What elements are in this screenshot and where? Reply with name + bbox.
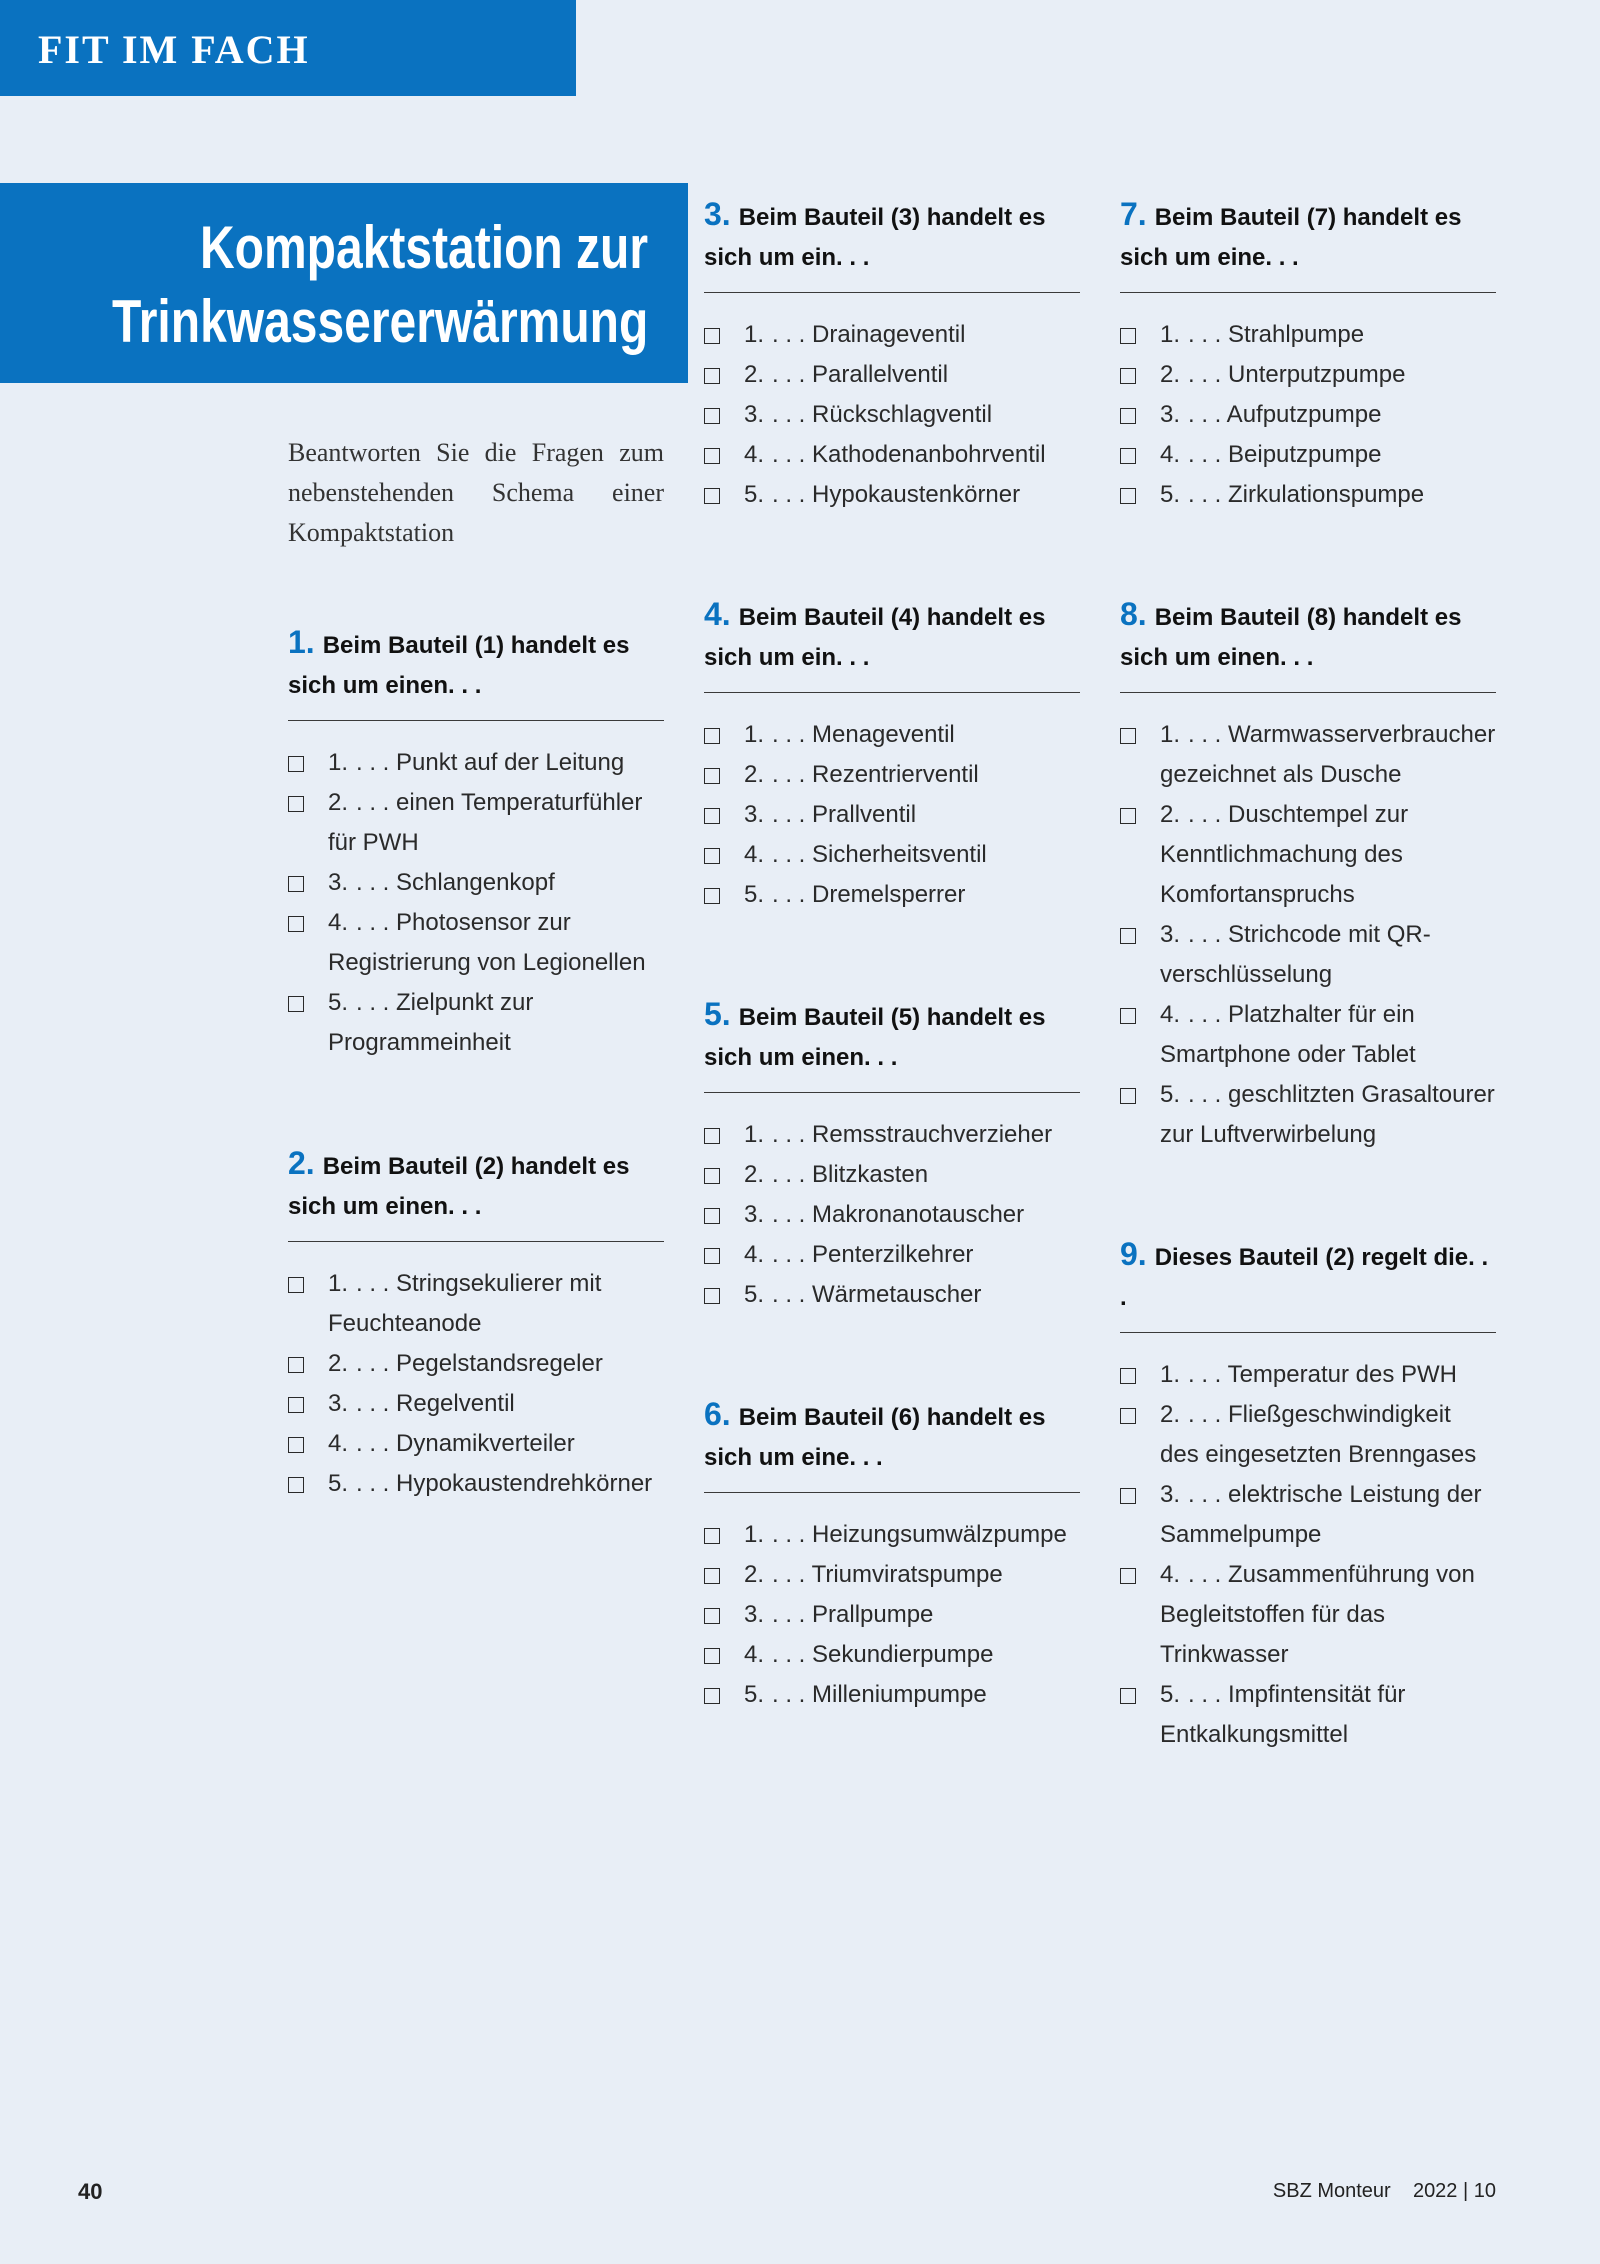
question-heading <box>704 1394 1080 1493</box>
question-number: 9. <box>1120 1236 1147 1272</box>
option-number: 2. <box>744 761 765 788</box>
checkbox-icon[interactable] <box>704 368 720 384</box>
answer-option[interactable] <box>1120 435 1496 475</box>
question-heading <box>704 994 1080 1093</box>
checkbox-icon[interactable] <box>704 1688 720 1704</box>
answer-option[interactable] <box>1120 715 1496 795</box>
option-number: 3. <box>744 1201 765 1228</box>
option-text: . . . Schlangenkopf <box>356 869 555 896</box>
option-text: . . . Hypokaustenkörner <box>772 481 1021 508</box>
checkbox-icon[interactable] <box>704 448 720 464</box>
checkbox-icon[interactable] <box>288 1397 304 1413</box>
question-text: Beim Bauteil (7) handelt es sich um eine. . . <box>1120 204 1462 271</box>
checkbox-icon[interactable] <box>704 488 720 504</box>
option-text: . . . Unterputzpumpe <box>1188 361 1406 388</box>
checkbox-icon[interactable] <box>1120 1008 1136 1024</box>
answer-option[interactable] <box>704 1195 1080 1235</box>
page-title-line-2: Trinkwassererwärmung <box>111 288 648 355</box>
option-text: . . . Pegelstandsregeler <box>356 1350 603 1377</box>
option-text: . . . elektrische Leistung der Sammelpumpe <box>1160 1481 1482 1548</box>
option-text: . . . Duschtempel zur Kenntlichmachung des Komfortanspruchs <box>1160 801 1409 908</box>
question-5 <box>704 994 1080 1315</box>
question-4 <box>704 594 1080 915</box>
section-header-bar <box>0 0 576 96</box>
question-number: 1. <box>288 624 315 660</box>
checkbox-icon[interactable] <box>1120 328 1136 344</box>
checkbox-icon[interactable] <box>1120 1088 1136 1104</box>
answer-option[interactable] <box>704 1115 1080 1155</box>
option-number: 4. <box>1160 441 1181 468</box>
option-number: 2. <box>744 1161 765 1188</box>
option-text: . . . Milleniumpumpe <box>772 1681 987 1708</box>
option-list <box>704 1115 1080 1315</box>
option-number: 2. <box>1160 361 1181 388</box>
option-list <box>288 1264 664 1504</box>
question-text: Beim Bauteil (5) handelt es sich um einen. . . <box>704 1004 1046 1071</box>
option-number: 5. <box>328 989 349 1016</box>
checkbox-icon[interactable] <box>704 1208 720 1224</box>
option-number: 1. <box>1160 321 1181 348</box>
checkbox-icon[interactable] <box>1120 928 1136 944</box>
option-text: . . . Kathodenanbohrventil <box>772 441 1046 468</box>
option-number: 5. <box>744 1281 765 1308</box>
option-number: 5. <box>1160 1681 1181 1708</box>
option-text: . . . Zusammenführung von Begleitstoffen für das Trinkwasser <box>1160 1561 1475 1668</box>
option-text: . . . Temperatur des PWH <box>1188 1361 1457 1388</box>
answer-option[interactable] <box>704 1275 1080 1315</box>
question-number: 6. <box>704 1396 731 1432</box>
question-heading <box>1120 594 1496 693</box>
option-text: . . . Strahlpumpe <box>1188 321 1365 348</box>
option-number: 2. <box>744 361 765 388</box>
answer-option[interactable] <box>704 1555 1080 1595</box>
option-number: 5. <box>744 481 765 508</box>
option-text: . . . Prallventil <box>772 801 917 828</box>
checkbox-icon[interactable] <box>288 876 304 892</box>
option-text: . . . Punkt auf der Leitung <box>356 749 625 776</box>
option-number: 5. <box>744 1681 765 1708</box>
answer-option[interactable] <box>704 435 1080 475</box>
question-number: 2. <box>288 1145 315 1181</box>
answer-option[interactable] <box>288 903 664 983</box>
answer-option[interactable] <box>704 1635 1080 1675</box>
checkbox-icon[interactable] <box>288 916 304 932</box>
checkbox-icon[interactable] <box>1120 368 1136 384</box>
answer-option[interactable] <box>1120 1555 1496 1675</box>
answer-option[interactable] <box>704 315 1080 355</box>
question-heading <box>1120 1234 1496 1333</box>
option-number: 1. <box>328 1270 349 1297</box>
answer-option[interactable] <box>1120 915 1496 995</box>
answer-option[interactable] <box>704 475 1080 515</box>
option-number: 2. <box>744 1561 765 1588</box>
question-7 <box>1120 194 1496 515</box>
answer-option[interactable] <box>1120 1675 1496 1755</box>
option-number: 3. <box>744 401 765 428</box>
question-number: 3. <box>704 196 731 232</box>
option-number: 1. <box>1160 721 1181 748</box>
option-text: . . . Hypokaustendrehkörner <box>356 1470 653 1497</box>
answer-option[interactable] <box>704 1155 1080 1195</box>
question-2 <box>288 1143 664 1504</box>
option-number: 2. <box>1160 1401 1181 1428</box>
answer-option[interactable] <box>1120 1075 1496 1155</box>
option-text: . . . geschlitzten Grasaltourer zur Luftverwirbelung <box>1160 1081 1495 1148</box>
checkbox-icon[interactable] <box>704 1288 720 1304</box>
option-number: 4. <box>744 1241 765 1268</box>
question-9 <box>1120 1234 1496 1755</box>
option-list <box>704 715 1080 915</box>
question-text: Beim Bauteil (1) handelt es sich um einen. . . <box>288 632 630 699</box>
answer-option[interactable] <box>1120 475 1496 515</box>
checkbox-icon[interactable] <box>288 996 304 1012</box>
section-label: FIT IM FACH <box>38 27 310 72</box>
option-list <box>704 315 1080 515</box>
checkbox-icon[interactable] <box>1120 1368 1136 1384</box>
question-heading <box>704 194 1080 293</box>
option-number: 5. <box>744 881 765 908</box>
option-text: . . . Menageventil <box>772 721 955 748</box>
answer-option[interactable] <box>704 875 1080 915</box>
option-number: 1. <box>744 321 765 348</box>
option-list <box>288 743 664 1063</box>
option-text: . . . Sekundierpumpe <box>772 1641 994 1668</box>
option-text: . . . Fließgeschwindigkeit des eingesetzten Brenngases <box>1160 1401 1477 1468</box>
question-text: Beim Bauteil (3) handelt es sich um ein. . . <box>704 204 1046 271</box>
option-text: . . . Photosensor zur Registrierung von Legionellen <box>328 909 646 976</box>
title-box <box>0 183 688 383</box>
question-number: 7. <box>1120 196 1147 232</box>
question-1 <box>288 622 664 1063</box>
answer-option[interactable] <box>1120 395 1496 435</box>
checkbox-icon[interactable] <box>704 1248 720 1264</box>
answer-option[interactable] <box>288 783 664 863</box>
answer-option[interactable] <box>1120 315 1496 355</box>
option-number: 3. <box>744 801 765 828</box>
option-text: . . . Stringsekulierer mit Feuchteanode <box>328 1270 602 1337</box>
option-number: 1. <box>328 749 349 776</box>
option-number: 4. <box>744 841 765 868</box>
answer-option[interactable] <box>704 835 1080 875</box>
checkbox-icon[interactable] <box>1120 1568 1136 1584</box>
option-text: . . . Dynamikverteiler <box>356 1430 575 1457</box>
checkbox-icon[interactable] <box>288 756 304 772</box>
option-number: 4. <box>1160 1001 1181 1028</box>
intro-text: Beantworten Sie die Fragen zum nebenstehenden Schema einer Kompaktstation <box>288 438 664 547</box>
question-heading <box>288 622 664 721</box>
page-number: 40 <box>78 2179 103 2204</box>
option-number: 4. <box>744 441 765 468</box>
checkbox-icon[interactable] <box>1120 488 1136 504</box>
answer-option[interactable] <box>288 1264 664 1344</box>
question-number: 4. <box>704 596 731 632</box>
answer-option[interactable] <box>704 755 1080 795</box>
checkbox-icon[interactable] <box>1120 1408 1136 1424</box>
option-text: . . . Makronanotauscher <box>772 1201 1025 1228</box>
option-text: . . . Rückschlagventil <box>772 401 993 428</box>
option-number: 4. <box>1160 1561 1181 1588</box>
option-text: . . . Sicherheitsventil <box>772 841 987 868</box>
answer-option[interactable] <box>288 1464 664 1504</box>
question-number: 8. <box>1120 596 1147 632</box>
answer-option[interactable] <box>288 743 664 783</box>
checkbox-icon[interactable] <box>1120 1488 1136 1504</box>
checkbox-icon[interactable] <box>704 408 720 424</box>
option-text: . . . Impfintensität für Entkalkungsmittel <box>1160 1681 1406 1748</box>
checkbox-icon[interactable] <box>704 1568 720 1584</box>
option-text: . . . Penterzilkehrer <box>772 1241 974 1268</box>
answer-option[interactable] <box>704 1515 1080 1555</box>
answer-option[interactable] <box>1120 795 1496 915</box>
checkbox-icon[interactable] <box>1120 1688 1136 1704</box>
answer-option[interactable] <box>1120 1355 1496 1395</box>
checkbox-icon[interactable] <box>704 848 720 864</box>
checkbox-icon[interactable] <box>704 728 720 744</box>
answer-option[interactable] <box>1120 355 1496 395</box>
option-list <box>1120 715 1496 1155</box>
option-text: . . . einen Temperaturfühler für PWH <box>328 789 643 856</box>
question-8 <box>1120 594 1496 1155</box>
option-text: . . . Warmwasserverbraucher gezeichnet als Dusche <box>1160 721 1496 788</box>
answer-option[interactable] <box>704 395 1080 435</box>
option-text: . . . Parallelventil <box>772 361 949 388</box>
option-text: . . . Heizungsumwälzpumpe <box>772 1521 1067 1548</box>
option-number: 2. <box>1160 801 1181 828</box>
checkbox-icon[interactable] <box>288 796 304 812</box>
question-text: Beim Bauteil (8) handelt es sich um einen. . . <box>1120 604 1462 671</box>
question-6 <box>704 1394 1080 1715</box>
question-text: Beim Bauteil (4) handelt es sich um ein. . . <box>704 604 1046 671</box>
checkbox-icon[interactable] <box>1120 408 1136 424</box>
checkbox-icon[interactable] <box>1120 728 1136 744</box>
answer-option[interactable] <box>704 1235 1080 1275</box>
checkbox-icon[interactable] <box>1120 808 1136 824</box>
option-number: 3. <box>1160 401 1181 428</box>
answer-option[interactable] <box>704 1595 1080 1635</box>
option-number: 2. <box>328 1350 349 1377</box>
option-text: . . . Drainageventil <box>772 321 966 348</box>
option-number: 4. <box>744 1641 765 1668</box>
answer-option[interactable] <box>288 1384 664 1424</box>
option-number: 4. <box>328 1430 349 1457</box>
checkbox-icon[interactable] <box>288 1477 304 1493</box>
option-text: . . . Platzhalter für ein Smartphone oder Tablet <box>1160 1001 1416 1068</box>
checkbox-icon[interactable] <box>288 1357 304 1373</box>
option-text: . . . Strichcode mit QR-verschlüsselung <box>1160 921 1431 988</box>
option-list <box>704 1515 1080 1715</box>
option-text: . . . Regelventil <box>356 1390 515 1417</box>
option-text: . . . Rezentrierventil <box>772 761 979 788</box>
question-heading <box>1120 194 1496 293</box>
question-3 <box>704 194 1080 515</box>
question-text: Dieses Bauteil (2) regelt die. . . <box>1120 1244 1489 1311</box>
checkbox-icon[interactable] <box>288 1277 304 1293</box>
option-number: 3. <box>744 1601 765 1628</box>
option-number: 1. <box>744 1121 765 1148</box>
answer-option[interactable] <box>288 983 664 1063</box>
checkbox-icon[interactable] <box>704 328 720 344</box>
answer-option[interactable] <box>704 715 1080 755</box>
checkbox-icon[interactable] <box>704 1608 720 1624</box>
option-number: 3. <box>1160 1481 1181 1508</box>
answer-option[interactable] <box>704 795 1080 835</box>
answer-option[interactable] <box>704 1675 1080 1715</box>
checkbox-icon[interactable] <box>704 808 720 824</box>
option-text: . . . Zirkulationspumpe <box>1188 481 1425 508</box>
option-text: . . . Aufputzpumpe <box>1188 401 1382 428</box>
option-text: . . . Beiputzpumpe <box>1188 441 1382 468</box>
answer-option[interactable] <box>288 1344 664 1384</box>
answer-option[interactable] <box>1120 1475 1496 1555</box>
option-list <box>1120 315 1496 515</box>
checkbox-icon[interactable] <box>704 1128 720 1144</box>
option-text: . . . Blitzkasten <box>772 1161 929 1188</box>
question-heading <box>704 594 1080 693</box>
option-text: . . . Dremelsperrer <box>772 881 966 908</box>
option-number: 5. <box>328 1470 349 1497</box>
option-list <box>1120 1355 1496 1755</box>
option-number: 5. <box>1160 481 1181 508</box>
option-text: . . . Prallpumpe <box>772 1601 934 1628</box>
checkbox-icon[interactable] <box>704 768 720 784</box>
option-number: 2. <box>328 789 349 816</box>
answer-option[interactable] <box>1120 995 1496 1075</box>
option-text: . . . Triumviratspumpe <box>772 1561 1003 1588</box>
option-number: 1. <box>744 721 765 748</box>
checkbox-icon[interactable] <box>704 1648 720 1664</box>
checkbox-icon[interactable] <box>704 888 720 904</box>
option-text: . . . Zielpunkt zur Programmeinheit <box>328 989 534 1056</box>
answer-option[interactable] <box>704 355 1080 395</box>
question-text: Beim Bauteil (6) handelt es sich um eine. . . <box>704 1404 1046 1471</box>
option-number: 5. <box>1160 1081 1181 1108</box>
checkbox-icon[interactable] <box>1120 448 1136 464</box>
answer-option[interactable] <box>288 863 664 903</box>
checkbox-icon[interactable] <box>288 1437 304 1453</box>
question-text: Beim Bauteil (2) handelt es sich um einen. . . <box>288 1153 630 1220</box>
answer-option[interactable] <box>1120 1395 1496 1475</box>
magazine-issue: SBZ Monteur 2022 | 10 <box>1272 2180 1496 2202</box>
question-number: 5. <box>704 996 731 1032</box>
checkbox-icon[interactable] <box>704 1168 720 1184</box>
option-number: 3. <box>1160 921 1181 948</box>
checkbox-icon[interactable] <box>704 1528 720 1544</box>
option-number: 1. <box>744 1521 765 1548</box>
option-number: 3. <box>328 869 349 896</box>
question-heading <box>288 1143 664 1242</box>
answer-option[interactable] <box>288 1424 664 1464</box>
option-number: 4. <box>328 909 349 936</box>
option-text: . . . Remsstrauchverzieher <box>772 1121 1053 1148</box>
page-title-line-1: Kompaktstation zur <box>199 214 648 281</box>
option-text: . . . Wärmetauscher <box>772 1281 982 1308</box>
option-number: 1. <box>1160 1361 1181 1388</box>
option-number: 3. <box>328 1390 349 1417</box>
